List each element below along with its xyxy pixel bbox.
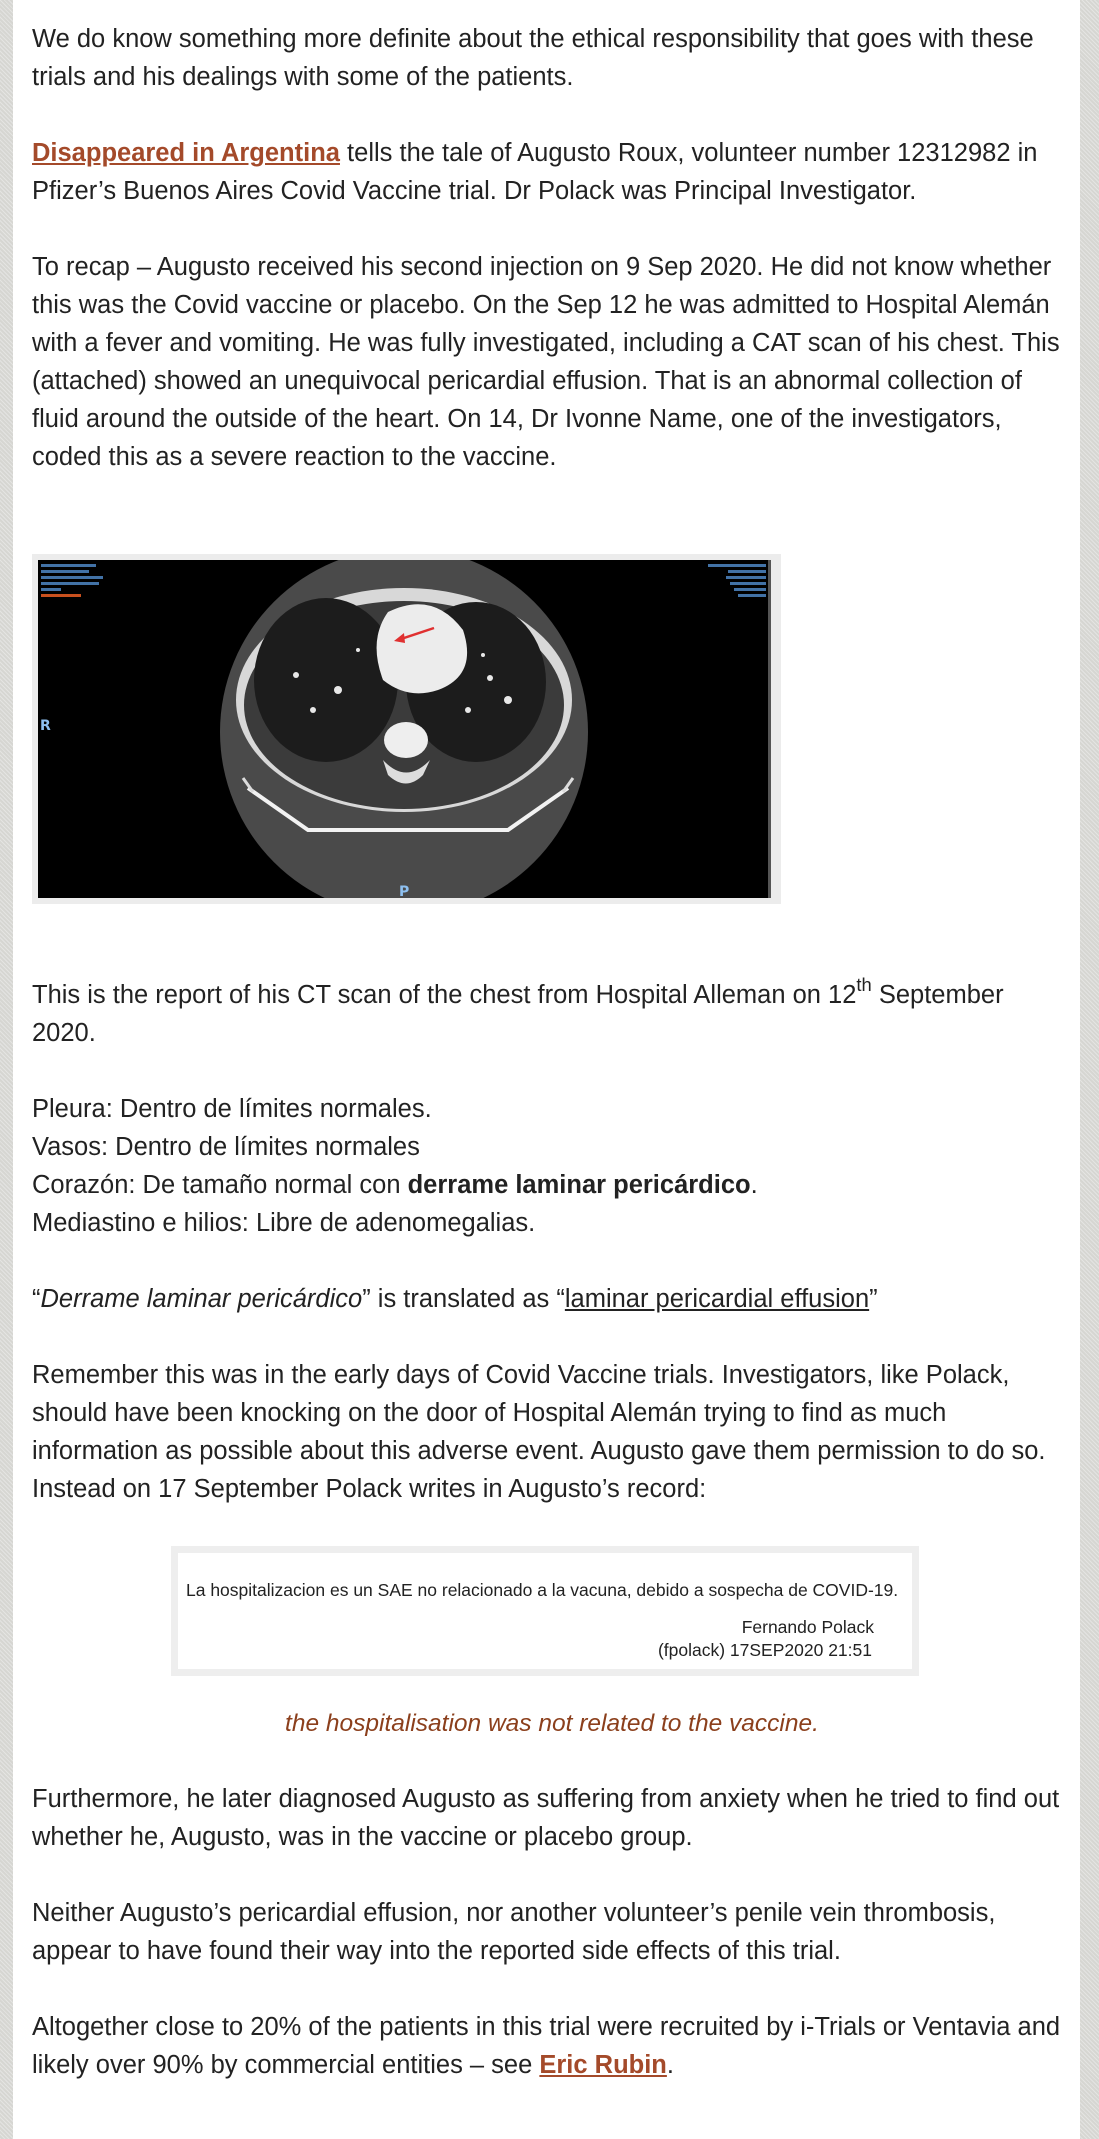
ct-report-findings bbox=[32, 1090, 1072, 1242]
record-quote-text: La hospitalizacion es un SAE no relacionado a la vacuna, debido a sospecha de COVID-19. bbox=[186, 1580, 899, 1600]
ct-orientation-bottom: P bbox=[399, 884, 410, 898]
translated-term: laminar pericardial effusion bbox=[564, 1285, 870, 1313]
paragraph-side-effects: Neither Augusto’s pericardial effusion, nor another volunteer’s penile vein thrombosis, appear to have found their way into the reported side effects of this trial. bbox=[32, 1899, 996, 1965]
paragraph-ct-report-intro: This is the report of his CT scan of the chest from Hospital Alleman on 12th September 2020. bbox=[32, 973, 1004, 1047]
report-line-mediastino: Mediastino e hilios: Libre de adenomegalias. bbox=[32, 1209, 536, 1237]
paragraph-anxiety: Furthermore, he later diagnosed Augusto as suffering from anxiety when he tried to find out whether he, Augusto, was in the vaccine or placebo group. bbox=[32, 1785, 1060, 1851]
disappeared-in-argentina-link[interactable]: Disappeared in Argentina bbox=[32, 139, 340, 167]
paragraph-recap: To recap – Augusto received his second injection on 9 Sep 2020. He did not know whether this was the Covid vaccine or placebo. On the Sep 12 he was admitted to Hospital Alemán with a fever and vomiting. He was fully investigated, including a CAT scan of his chest. This (attached) showed an unequivocal pericardial effusion. That is an abnormal collection of fluid around the outside of the heart. On 14, Dr Ivonne Name, one of the investigators, coded this as a severe reaction to the vaccine. bbox=[32, 253, 1060, 471]
article-page bbox=[13, 0, 1080, 2139]
record-quote-author: Fernando Polack bbox=[741, 1617, 874, 1637]
ct-scan-image bbox=[38, 560, 771, 898]
superscript-th: th bbox=[856, 973, 872, 995]
article-body bbox=[32, 20, 1072, 2122]
report-highlight: derrame laminar pericárdico bbox=[407, 1171, 751, 1199]
paragraph-translation-note: “Derrame laminar pericárdico” is translated as “laminar pericardial effusion” bbox=[32, 1285, 878, 1313]
report-line-corazon: Corazón: De tamaño normal con derrame laminar pericárdico. bbox=[32, 1171, 758, 1199]
paragraph-disappeared-text: tells the tale of Augusto Roux, volunteer number 12312982 in Pfizer’s Buenos Aires Covid Vaccine trial. Dr Polack was Principal Investigator. bbox=[32, 139, 1038, 205]
ct-scan-graphic bbox=[38, 560, 771, 898]
eric-rubin-link[interactable]: Eric Rubin bbox=[539, 2051, 667, 2079]
paragraph-disappeared bbox=[32, 134, 1072, 210]
ct-scan-figure bbox=[32, 554, 781, 904]
record-quote-timestamp: (fpolack) 17SEP2020 21:51 bbox=[657, 1640, 872, 1660]
report-line-pleura: Pleura: Dentro de límites normales. bbox=[32, 1095, 432, 1123]
ct-orientation-left: R bbox=[40, 718, 51, 734]
record-quote-box bbox=[171, 1546, 919, 1676]
quote-translation: the hospitalisation was not related to the vaccine. bbox=[285, 1710, 819, 1737]
report-line-vasos: Vasos: Dentro de límites normales bbox=[32, 1133, 420, 1161]
paragraph-ethics: We do know something more definite about the ethical responsibility that goes with these trials and his dealings with some of the patients. bbox=[32, 25, 1034, 91]
paragraph-early-days: Remember this was in the early days of Covid Vaccine trials. Investigators, like Polack, should have been knocking on the door of Hospital Alemán trying to find as much information as possible about this adverse event. Augusto gave them permission to do so. Instead on 17 September Polack writes in Augusto’s record: bbox=[32, 1361, 1046, 1503]
paragraph-recruitment: Altogether close to 20% of the patients in this trial were recruited by i-Trials or Ventavia and likely over 90% by commercial entities – see Eric Rubin. bbox=[32, 2013, 1061, 2079]
